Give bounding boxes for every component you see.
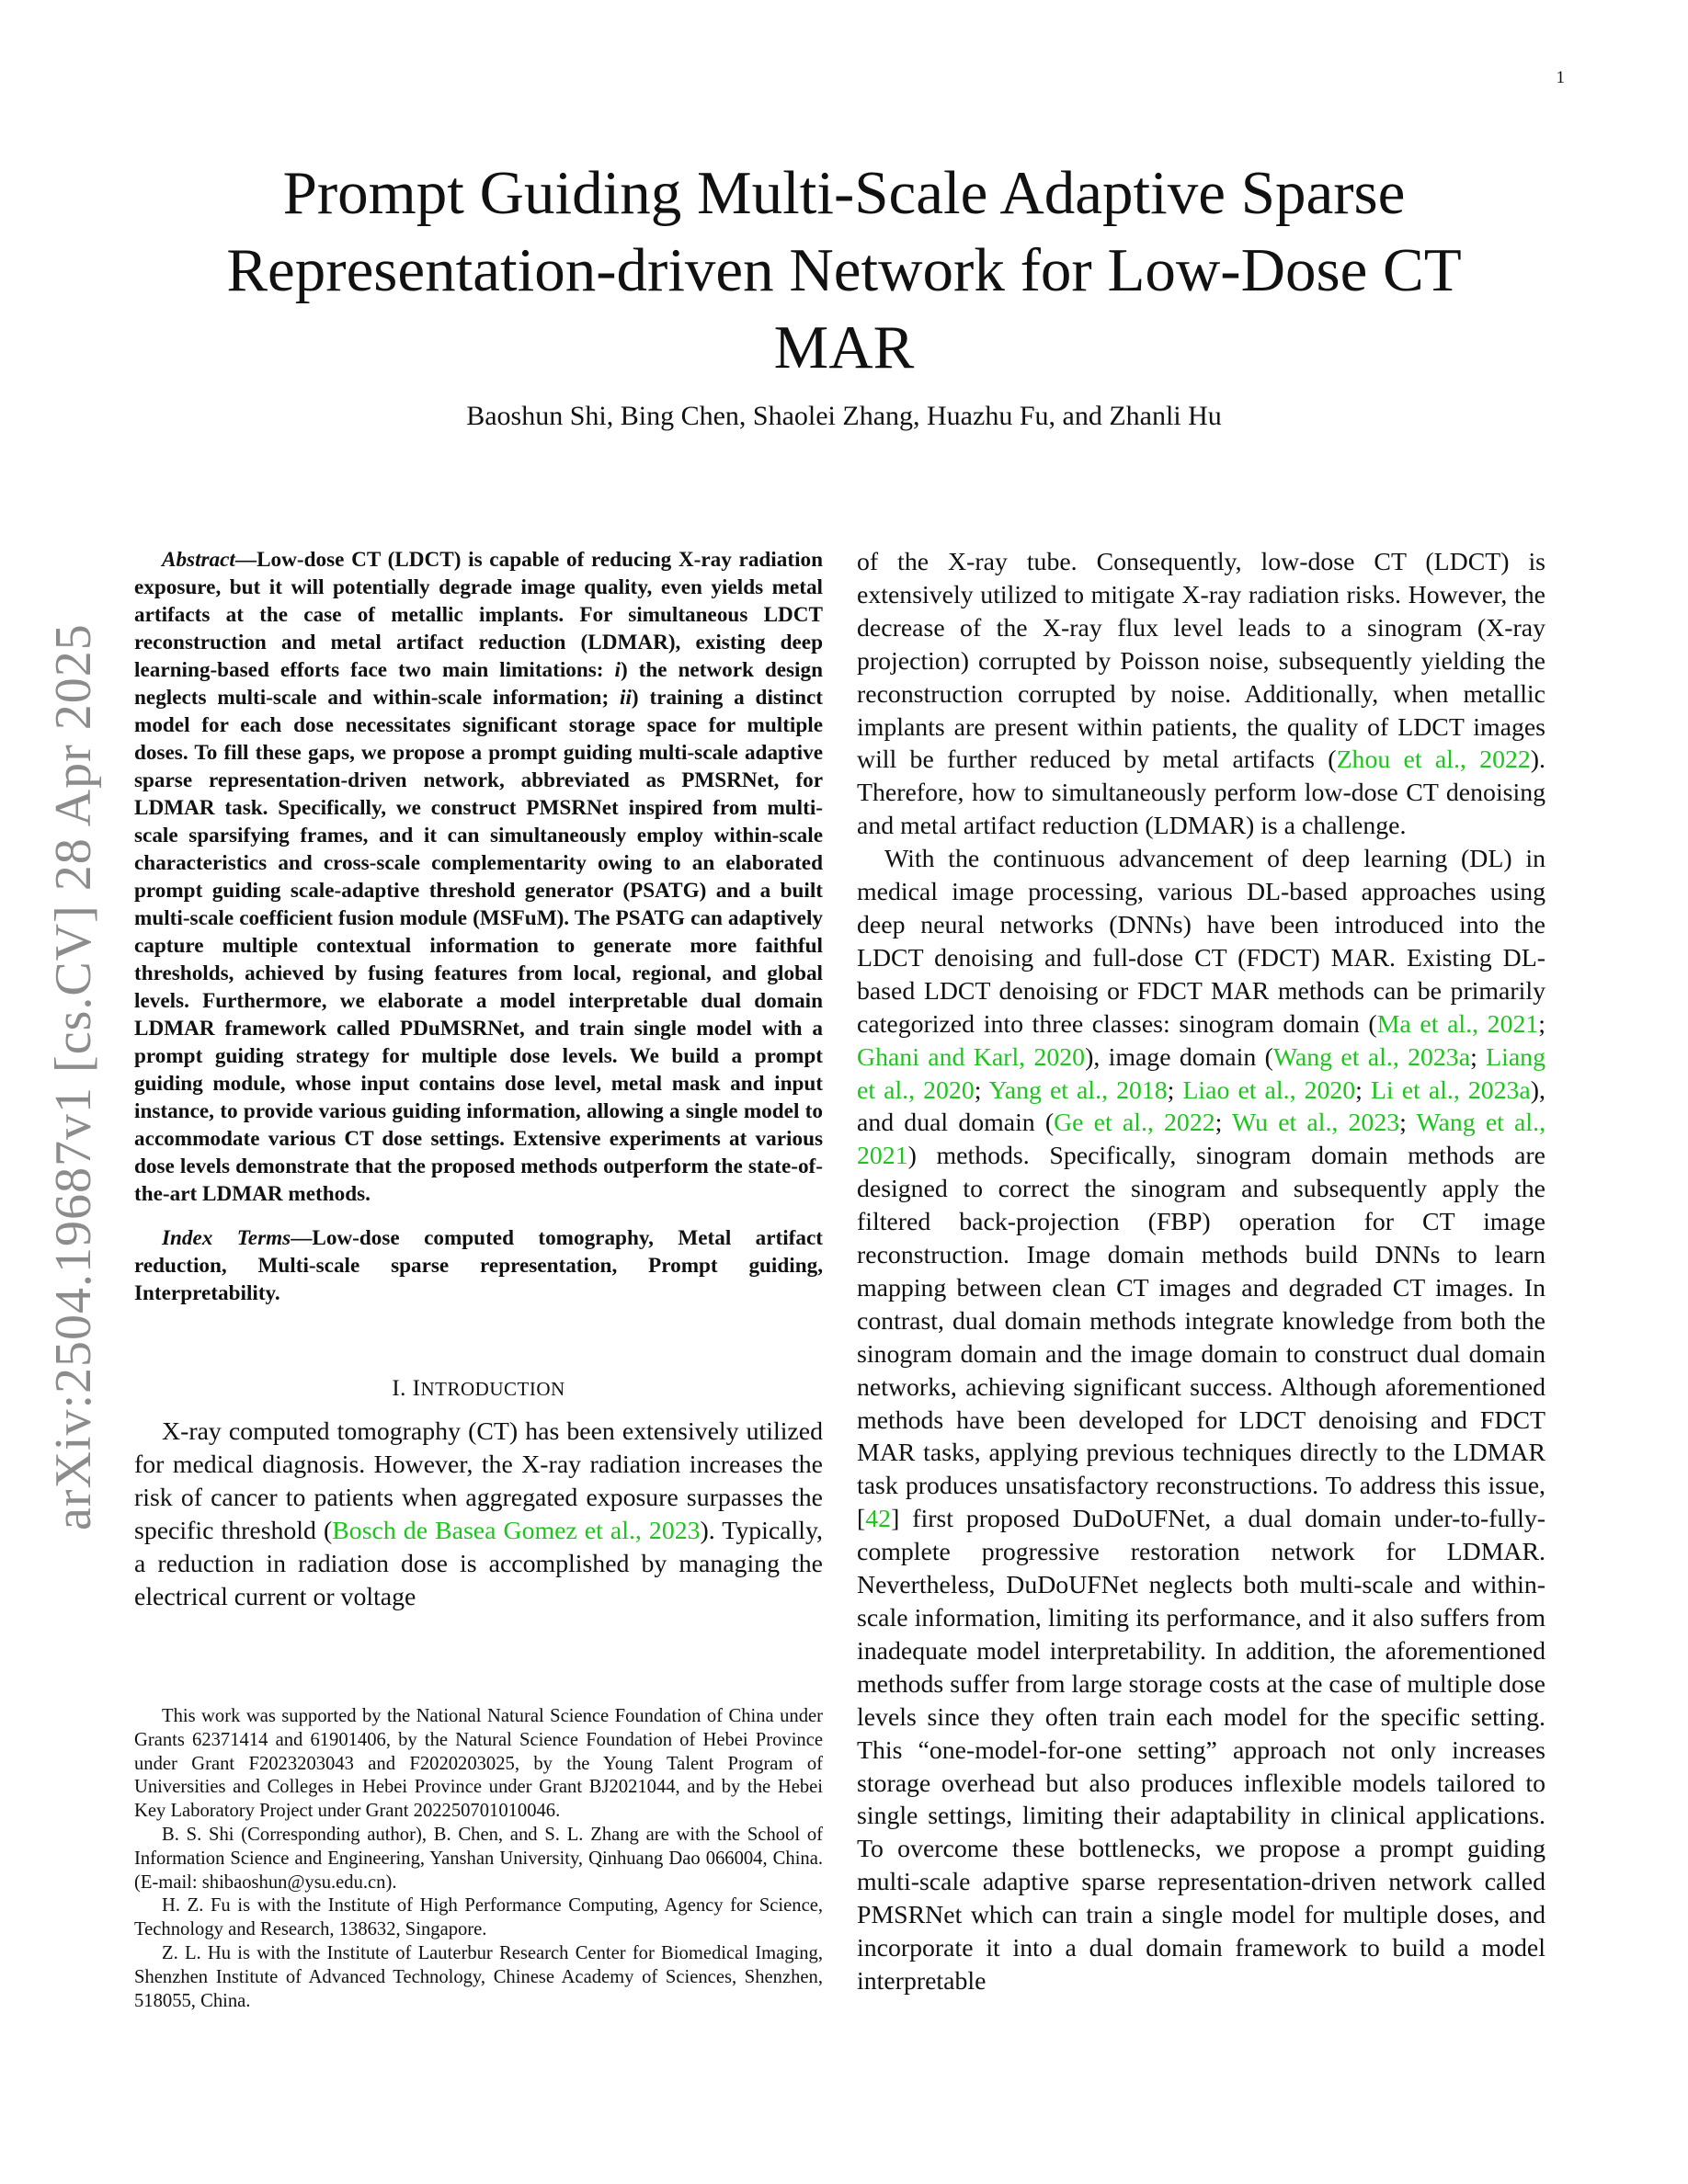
index-terms — [134, 1224, 823, 1307]
right-column — [857, 546, 1545, 1998]
citation-link[interactable]: 42 — [865, 1505, 892, 1534]
citation-link[interactable]: Ma et al., 2021 — [1376, 1009, 1539, 1039]
footnote-affiliation: Z. L. Hu is with the Institute of Lauterbur Research Center for Biomedical Imaging, Shenzhen Institute of Advanced Technology, Chinese Academy of Sciences, Shenzhen, 518055, China. — [134, 1942, 823, 2011]
enum-marker: ii — [620, 686, 632, 710]
title-line: Prompt Guiding Multi-Scale Adaptive Sparse — [282, 159, 1406, 227]
citation-link[interactable]: Wang et al., 2021 — [857, 1109, 1546, 1171]
citation-link[interactable]: Liao et al., 2020 — [1182, 1075, 1356, 1105]
abstract-text: —Low-dose CT (LDCT) is capable of reducing X-ray radiation exposure, but it will potentially degrade image quality, even yields metal artifacts at the case of metallic implants. For simultaneous LDCT reconstruction and metal artifact reduction (LDMAR), existing deep learning-based efforts face two main limitations: — [134, 548, 823, 682]
index-terms-label: Index Terms — [162, 1226, 291, 1250]
citation-link[interactable]: Li et al., 2023a — [1370, 1075, 1531, 1105]
citation-link[interactable]: Yang et al., 2018 — [988, 1075, 1168, 1105]
citation-link[interactable]: Wang et al., 2023a — [1272, 1042, 1471, 1072]
intro-paragraph: X-ray computed tomography (CT) has been extensively utilized for medical diagnosis. However, the X-ray radiation increases the risk of cancer to patients when aggregated exposure surpasses the specific threshold (Bosch de Basea Gomez et al., 2023). Typically, a reduction in radiation dose is accomplished by managing the electrical current or voltage — [134, 1417, 824, 1611]
abstract-text: ) training a distinct model for each dose necessitates significant storage space for multiple doses. To fill these gaps, we propose a prompt guiding multi-scale adaptive sparse representation-driven network, abbreviated as PMSRNet, for LDMAR task. Specifically, we construct PMSRNet inspired from multi-scale sparsifying frames, and it can simultaneously employ within-scale characteristics and cross-scale complementarity owing to an elaborated prompt guiding scale-adaptive threshold generator (PSATG) and a built multi-scale coefficient fusion module (MSFuM). The PSATG can adaptively capture multiple contextual information to generate more faithful thresholds, achieved by fusing features from local, regional, and global levels. Furthermore, we elaborate a model interpretable dual domain LDMAR framework called PDuMSRNet, and train single model with a prompt guiding strategy for multiple dose levels. We build a prompt guiding module, whose input contains dose level, metal mask and input instance, to provide various guiding information, allowing a single model to accommodate various CT dose settings. Extensive experiments at various dose levels demonstrate that the proposed methods outperform the state-of-the-art LDMAR methods. — [134, 686, 823, 1206]
paper-title — [92, 154, 1596, 386]
abstract-label: Abstract — [162, 548, 235, 572]
footnote-affiliation: B. S. Shi (Corresponding author), B. Chen, and S. L. Zhang are with the School of Information Science and Engineering, Yanshan University, Qinhuang Dao 066004, China. (E-mail: shibaoshun@ysu.edu.cn). — [134, 1824, 823, 1893]
intro-paragraph: With the continuous advancement of deep learning (DL) in medical image processing, various DL-based approaches using deep neural networks (DNNs) have been introduced into the LDCT denoising and full-dose CT (FDCT) MAR. Existing DL-based LDCT denoising or FDCT MAR methods can be primarily categorized into three classes: sinogram domain (Ma et al., 2021; Ghani and Karl, 2020), image domain (Wang et al., 2023a; Liang et al., 2020; Yang et al., 2018; Liao et al., 2020; Li et al., 2023a), and dual domain (Ge et al., 2022; Wu et al., 2023; Wang et al., 2021) methods. Specifically, sinogram domain methods are designed to correct the sinogram and subsequently apply the filtered back-projection (FBP) operation for CT image reconstruction. Image domain methods build DNNs to learn mapping between clean CT images and degraded CT images. In contrast, dual domain methods integrate knowledge from both the sinogram domain and the image domain to construct dual domain networks, achieving significant success. Although aforementioned methods have been developed for LDCT denoising and FDCT MAR tasks, applying previous techniques directly to the LDMAR task produces unsatisfactory reconstructions. To address this issue, [42] first proposed DuDoUFNet, a dual domain under-to-fully-complete progressive restoration network for LDMAR. Nevertheless, DuDoUFNet neglects both multi-scale and within-scale information, limiting its performance, and it also suffers from inadequate model interpretability. In addition, the aforementioned methods suffer from large storage costs at the case of multiple dose levels since they often train each model for the specific setting. This “one-model-for-one setting” approach not only increases storage overhead but also produces inflexible models tailored to single settings, limiting their adaptability in clinical applications. To overcome these bottlenecks, we propose a prompt guiding multi-scale adaptive sparse representation-driven network called PMSRNet which can train a single model for multiple doses, and incorporate it into a dual domain framework to build a model interpretable — [857, 845, 1546, 1996]
author-list: Baoshun Shi, Bing Chen, Shaolei Zhang, Huazhu Fu, and Zhanli Hu — [466, 401, 1222, 431]
section-heading-introduction: I. INTRODUCTION — [392, 1376, 565, 1401]
footnote-affiliation: H. Z. Fu is with the Institute of High Performance Computing, Agency for Science, Technology and Research, 138632, Singapore. — [134, 1895, 823, 1940]
left-column — [134, 546, 823, 1613]
intro-paragraph: of the X-ray tube. Consequently, low-dose CT (LDCT) is extensively utilized to mitigate X-ray radiation risks. However, the decrease of the X-ray flux level leads to a sinogram (X-ray projection) corrupted by Poisson noise, subsequently yielding the reconstruction corrupted by noise. Additionally, when metallic implants are present within patients, the quality of LDCT images will be further reduced by metal artifacts (Zhou et al., 2022). Therefore, how to simultaneously perform low-dose CT denoising and metal artifact reduction (LDMAR) is a challenge. — [857, 548, 1545, 841]
citation-link[interactable]: Wu et al., 2023 — [1232, 1109, 1400, 1138]
page-number: 1 — [1556, 68, 1565, 87]
citation-link[interactable]: Ge et al., 2022 — [1054, 1109, 1215, 1138]
title-line: MAR — [773, 313, 915, 381]
index-terms-text: —Low-dose computed tomography, Metal artifact reduction, Multi-scale sparse representation, Prompt guiding, Interpretability. — [134, 1226, 824, 1305]
footnotes — [134, 1705, 823, 2013]
abstract-text: ) the network design neglects multi-scale and within-scale information; — [134, 658, 823, 710]
arxiv-identifier-stamp: arXiv:2504.19687v1 [cs.CV] 28 Apr 2025 — [45, 623, 102, 1530]
citation-link[interactable]: Ghani and Karl, 2020 — [857, 1042, 1086, 1072]
citation-link[interactable]: Bosch de Basea Gomez et al., 2023 — [332, 1516, 701, 1545]
footnote-funding: This work was supported by the National Natural Science Foundation of China under Grants 62371414 and 61901406, by the Natural Science Foundation of Hebei Province under Grant F2023203043 and F2020203025, by the Young Talent Program of Universities and Colleges in Hebei Province under Grant BJ2021044, and by the Hebei Key Laboratory Project under Grant 202250701010046. — [134, 1706, 823, 1822]
citation-link[interactable]: Zhou et al., 2022 — [1336, 745, 1531, 775]
title-line: Representation-driven Network for Low-Dose CT — [226, 236, 1462, 304]
enum-marker: i — [614, 658, 621, 682]
citation-link[interactable]: Liang et al., 2020 — [857, 1042, 1545, 1105]
abstract — [134, 546, 823, 1208]
